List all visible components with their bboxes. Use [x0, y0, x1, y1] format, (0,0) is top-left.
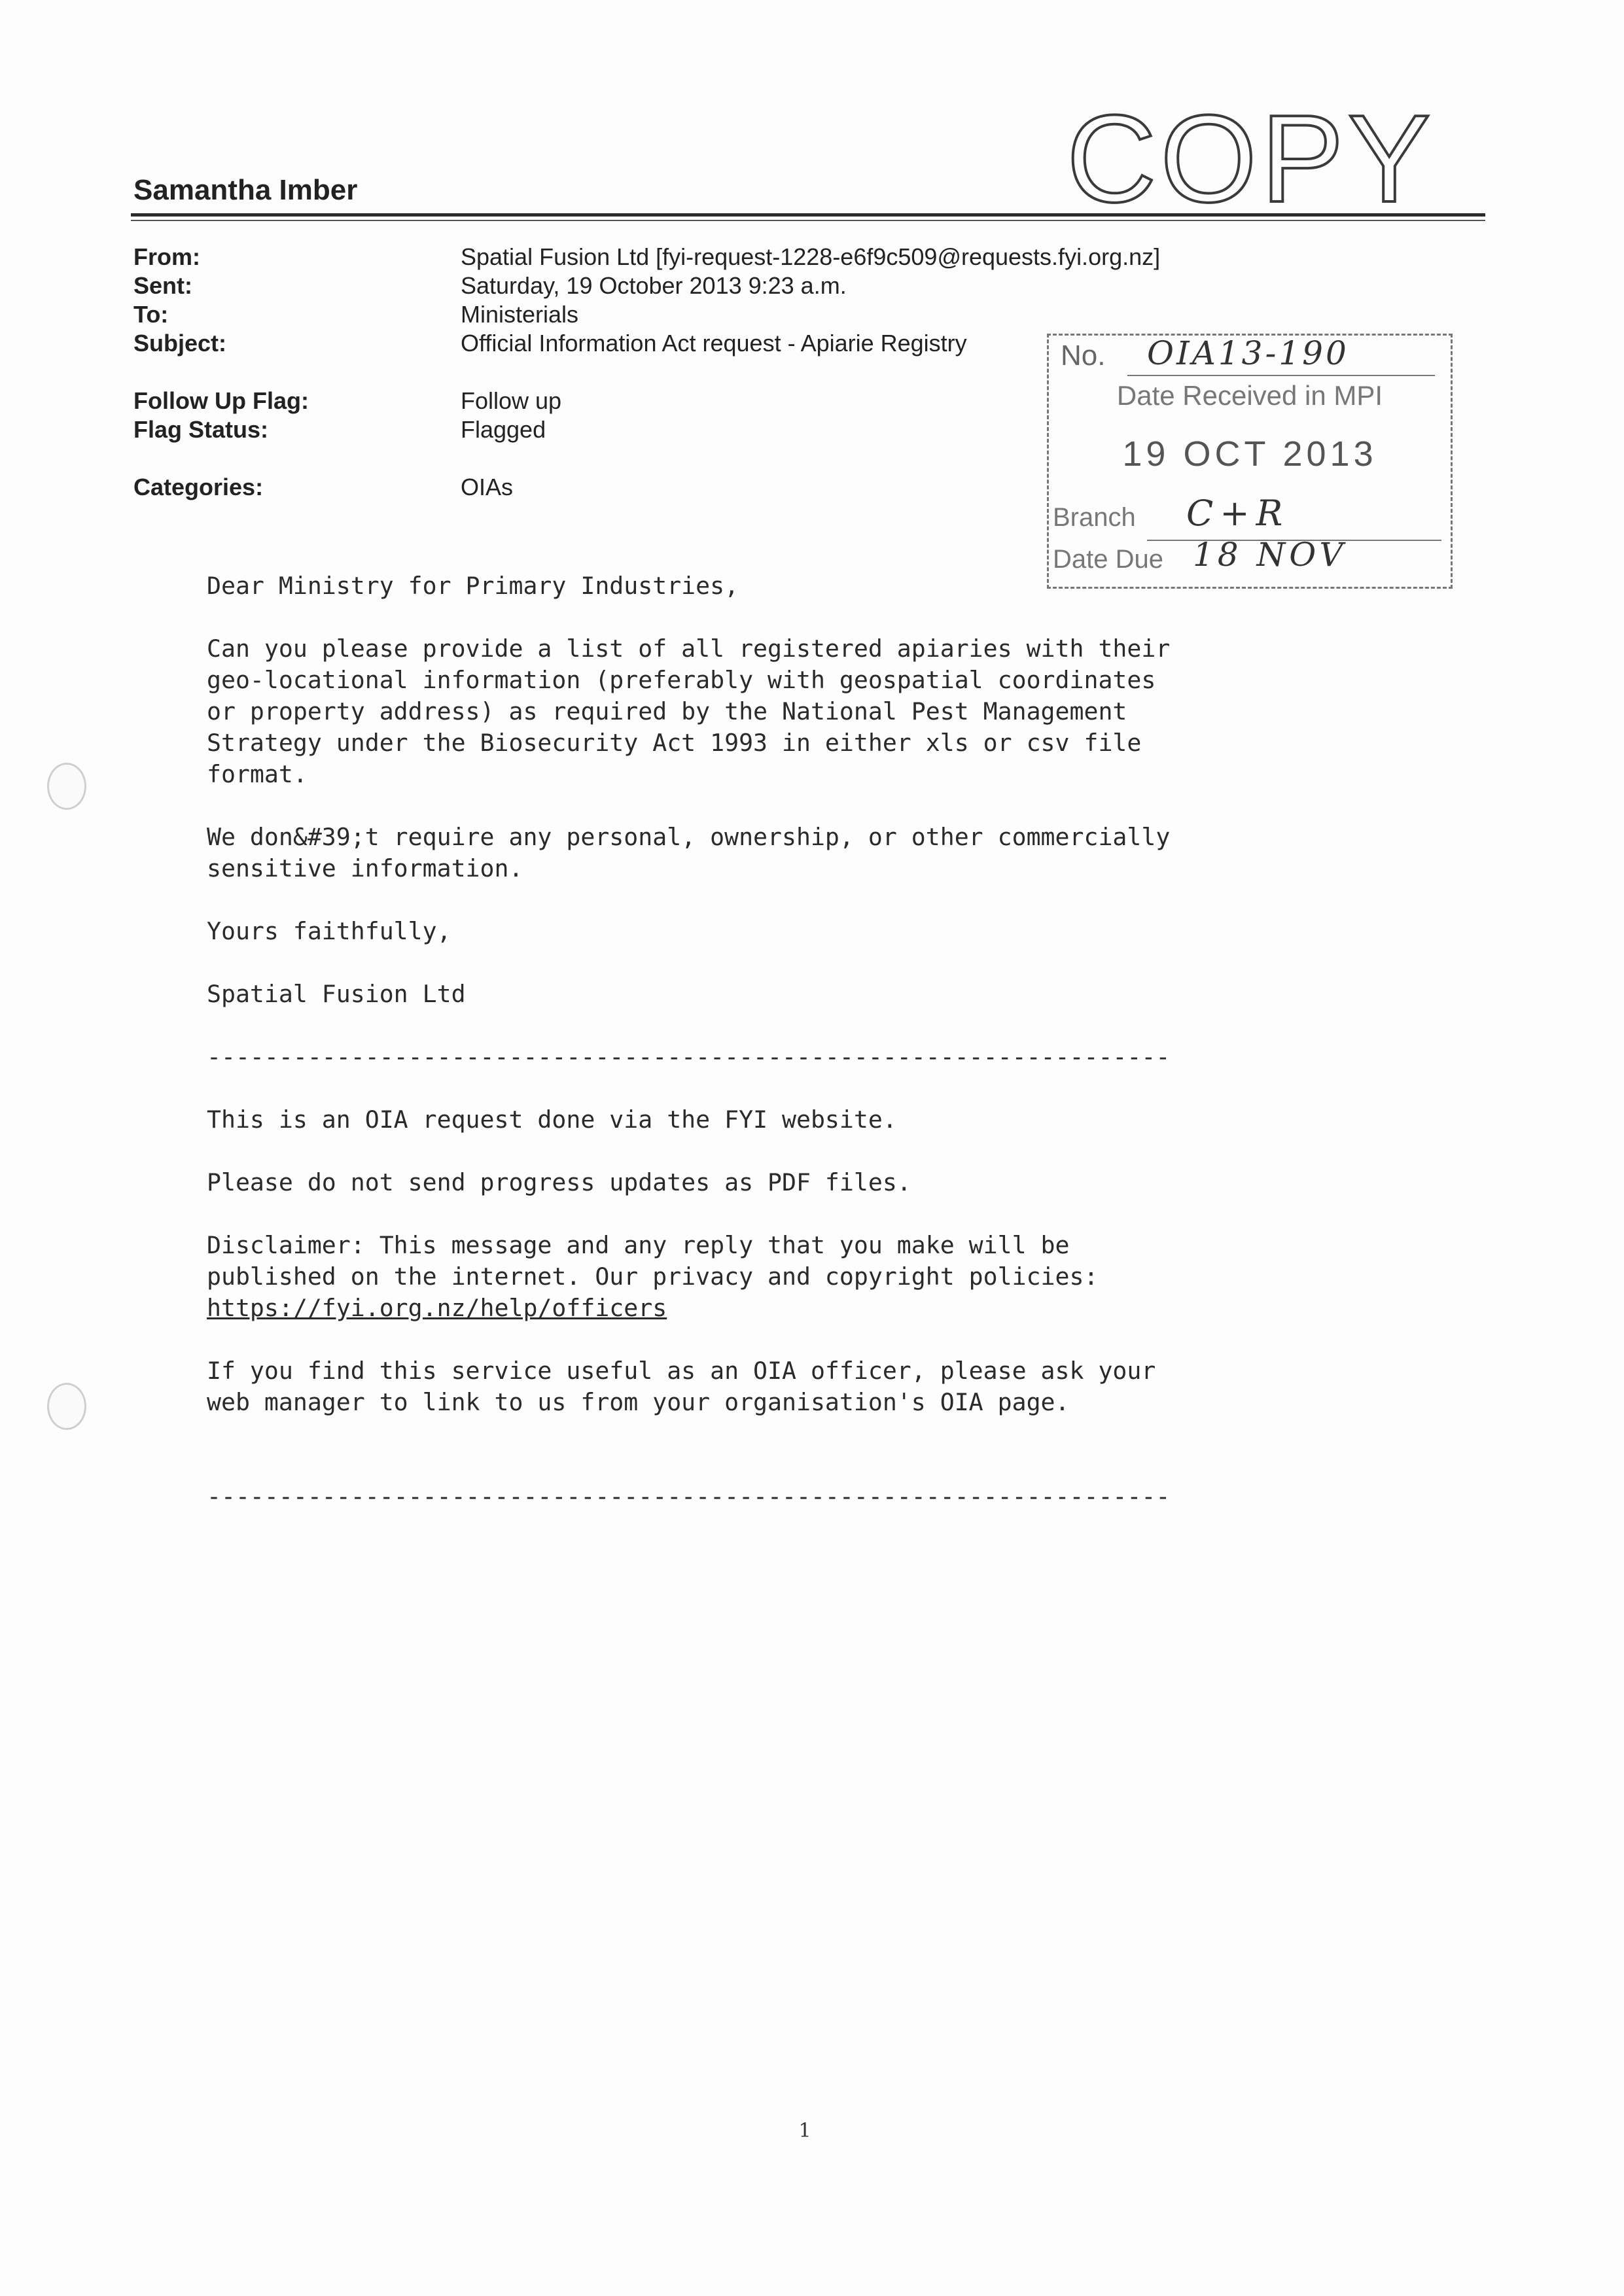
exclusion-paragraph: We don&#39;t require any personal, ownership, or other commercially sensitive information. — [207, 823, 1171, 882]
followup-label: Follow Up Flag: — [133, 387, 309, 414]
footer-officer-note: If you find this service useful as an OIA officer, please ask your web manager to link to us from your organisation's OIA page. — [207, 1357, 1156, 1416]
footer-fyi-note: This is an OIA request done via the FYI website. — [207, 1105, 897, 1134]
page-number: 1 — [798, 2119, 811, 2142]
flagstatus-value: Flagged — [461, 416, 546, 443]
officers-help-link[interactable]: https://fyi.org.nz/help/officers — [207, 1294, 667, 1322]
signature: Spatial Fusion Ltd — [207, 980, 466, 1008]
greeting: Dear Ministry for Primary Industries, — [207, 572, 739, 600]
stamp-branch-label: Branch — [1053, 503, 1136, 532]
from-label: From: — [133, 243, 200, 270]
header-rule-thin — [131, 220, 1485, 221]
footer-disclaimer-link-line — [207, 1293, 1280, 1324]
sent-label: Sent: — [133, 272, 192, 299]
from-value: Spatial Fusion Ltd [fyi-request-1228-e6f9c509@requests.fyi.org.nz] — [461, 243, 1161, 270]
copy-stamp — [1067, 98, 1492, 209]
punch-hole-bottom — [47, 1383, 86, 1430]
date-received-stamp — [1047, 334, 1453, 589]
stamp-no-value: OIA13-190 — [1147, 334, 1349, 372]
stamp-date: 19 OCT 2013 — [1122, 434, 1377, 474]
stamp-due-value: 18 NOV — [1193, 536, 1347, 574]
footer-disclaimer-text: Disclaimer: This message and any reply that you make will be published on the internet. Our privacy and copyright policies: — [207, 1231, 1099, 1291]
punch-hole-top — [47, 763, 86, 810]
email-body — [207, 570, 1280, 1544]
flagstatus-label: Flag Status: — [133, 416, 269, 443]
separator-top: ------------------------------------------------------------------- — [207, 1043, 1171, 1071]
mailbox-owner-name: Samantha Imber — [133, 174, 358, 206]
stamp-title: Date Received in MPI — [1116, 380, 1383, 411]
copy-stamp-text: COPY — [1067, 98, 1435, 209]
stamp-branch-value: C+R — [1186, 493, 1290, 534]
footer-disclaimer — [207, 1230, 1280, 1293]
stamp-due-label: Date Due — [1053, 545, 1163, 574]
header-rule — [131, 213, 1485, 217]
followup-value: Follow up — [461, 387, 562, 414]
separator-bottom: ------------------------------------------------------------------- — [207, 1482, 1171, 1510]
categories-value: OIAs — [461, 474, 514, 500]
subject-value: Official Information Act request - Apiarie Registry — [461, 330, 967, 357]
footer-pdf-note: Please do not send progress updates as PDF files. — [207, 1168, 911, 1196]
request-paragraph: Can you please provide a list of all registered apiaries with their geo-locational information (preferably with geospatial coordinates or property address) as required by the National Pest Management Strategy under the Biosecurity Act 1993 in either xls or csv file format. — [207, 635, 1171, 788]
subject-label: Subject: — [133, 330, 227, 357]
stamp-no-label: No. — [1061, 339, 1106, 372]
stamp-no-line — [1127, 375, 1435, 376]
sent-value: Saturday, 19 October 2013 9:23 a.m. — [461, 272, 847, 299]
to-label: To: — [133, 301, 169, 328]
categories-label: Categories: — [133, 474, 264, 500]
to-value: Ministerials — [461, 301, 579, 328]
signoff: Yours faithfully, — [207, 917, 451, 945]
